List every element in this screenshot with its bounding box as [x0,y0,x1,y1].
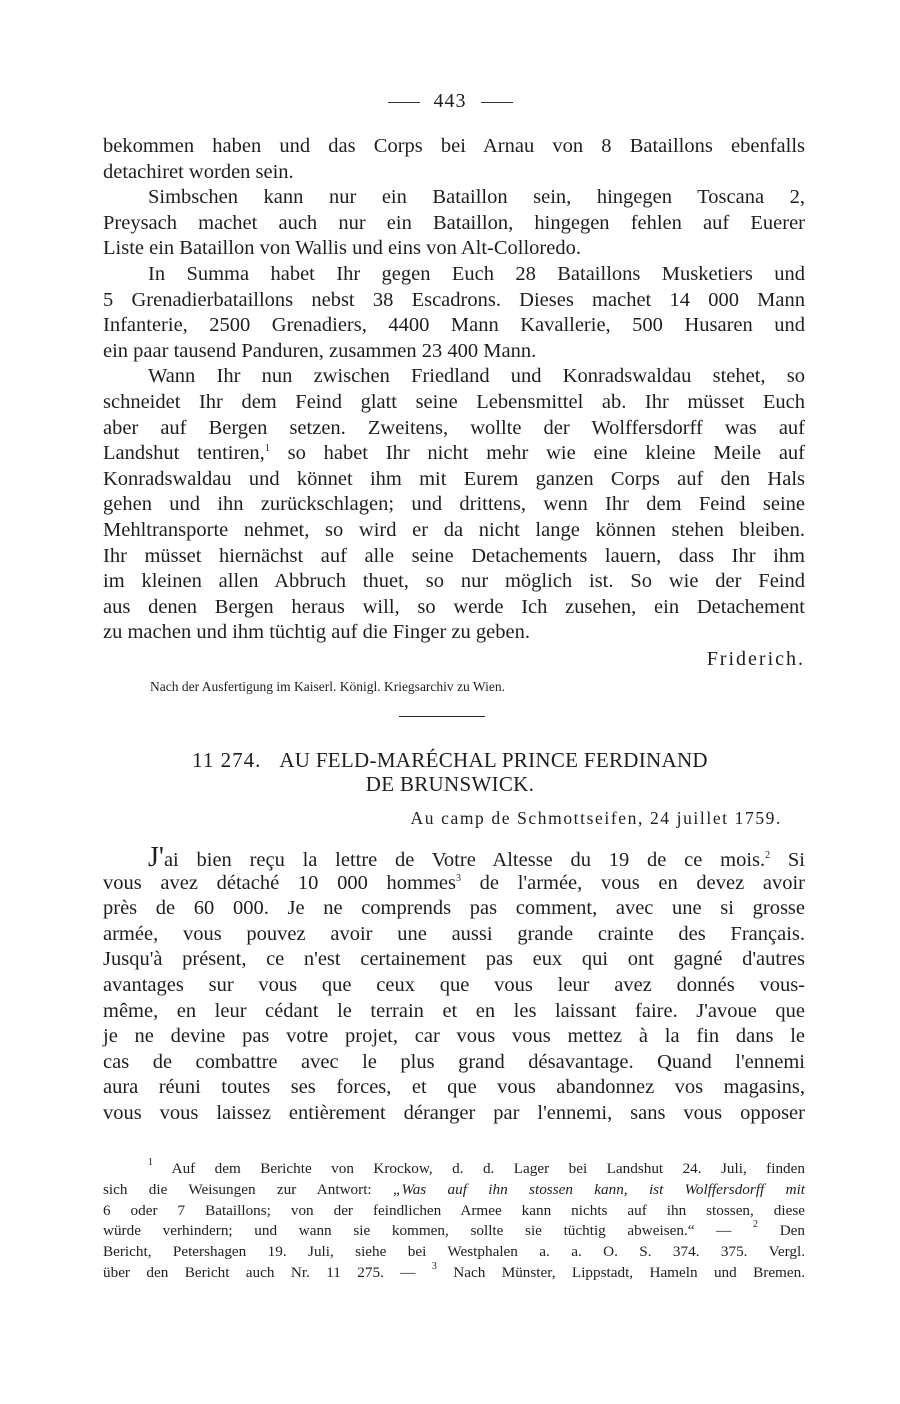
french-letter-body [103,842,805,1127]
page-number-left-dash [388,102,420,103]
text-line: je ne devine pas votre projet, car vous vous mettez à la fin dans le [103,1025,805,1048]
text-line: même, en leur cédant le terrain et en les laissant faire. J'avoue que [103,999,805,1022]
text-segment: „Was auf ihn stossen kann, ist Wolffersdorff mit [393,1180,806,1198]
letter-heading [0,748,900,796]
text-line: avantages sur vous que ceux que vous leur avez donnés vous- [103,973,805,996]
footnote-marker: 1 [264,443,270,455]
text-line: 5 Grenadierbataillons nebst 38 Escadrons. Dieses machet 14 000 Mann [103,288,805,311]
footnote-line: 6 oder 7 Bataillons; von der feindlichen Armee kann nichts auf ihn stossen, diese [103,1201,805,1219]
text-line: aber auf Bergen setzen. Zweitens, wollte der Wolffersdorff was auf [103,416,805,439]
text-line: aus denen Bergen heraus will, so werde Ich zusehen, ein Detachement [103,595,805,618]
text-segment: über den Bericht auch Nr. 11 275. — [103,1263,416,1281]
footnote-number: 3 [431,1260,437,1272]
text-segment: sich die Weisungen zur Antwort: [103,1180,372,1198]
text-segment: so habet Ihr nicht mehr wie eine kleine Meile auf [287,442,806,465]
footnote-number: 1 [148,1157,153,1168]
text-line: Jusqu'à présent, ce n'est certainement pas eux qui ont gagné d'autres [103,948,805,971]
footnotes [103,1159,805,1284]
text-line: armée, vous pouvez avoir une aussi grande crainte des Français. [103,922,805,945]
dateline: Au camp de Schmottseifen, 24 juillet 1759. [410,808,782,828]
page-number-right-dash [481,102,513,103]
text-line: zu machen und ihm tüchtig auf die Finger zu geben. [103,621,530,644]
footnote-line [103,1180,805,1201]
source-note: Nach der Ausfertigung im Kaiserl. Königl. Kriegsarchiv zu Wien. [150,679,505,694]
text-line: vous vous laissez entièrement déranger par l'ennemi, sans vous opposer [103,1101,805,1124]
footnote-line [103,1159,805,1180]
text-line: In Summa habet Ihr gegen Euch 28 Bataillons Musketiers und [148,262,805,285]
signature: Friderich. [706,648,805,670]
text-line: Konradswaldau und könnet ihm mit Eurem ganzen Corps auf den Hals [103,467,805,490]
text-line: ein paar tausend Panduren, zusammen 23 400 Mann. [103,339,537,362]
section-divider [399,716,485,717]
text-segment: vous avez détaché 10 000 hommes [103,871,456,894]
text-line: schneidet Ihr dem Feind glatt seine Lebensmittel ab. Ihr müsset Euch [103,390,805,413]
text-line: Simbschen kann nur ein Bataillon sein, hingegen Toscana 2, [148,186,805,209]
text-line: gehen und ihn zurückschlagen; und drittens, wenn Ihr dem Feind seine [103,493,805,516]
text-segment: Auf dem Berichte von Krockow, d. d. Lager bei Landshut 24. Juli, finden [171,1160,805,1177]
page-number-text: 443 [433,90,467,112]
footnote-marker: 2 [765,850,771,861]
text-segment: J'ai bien reçu la lettre de Votre Altesse du 19 de ce mois. [148,842,766,873]
text-line: bekommen haben und das Corps bei Arnau von 8 Bataillons ebenfalls [103,135,805,157]
footnote-number: 2 [753,1219,759,1231]
text-line: Liste ein Bataillon von Wallis und eins von Alt-Colloredo. [103,237,581,260]
text-line-with-footnote [103,842,805,873]
footnote-marker: 3 [455,872,461,884]
text-line: Infanterie, 2500 Grenadiers, 4400 Mann Kavallerie, 500 Husaren und [103,314,805,337]
text-segment: würde verhindern; und wann sie kommen, sollte sie tüchtig abweisen.“ — [103,1222,732,1240]
text-line: Mehltransporte nehmet, so wird er da nicht lange können stehen bleiben. [103,518,805,541]
text-line-with-footnote [103,871,805,897]
footnote-line: Bericht, Petershagen 19. Juli, siehe bei Westphalen a. a. O. S. 374. 375. Vergl. [103,1243,805,1261]
text-line: aura réuni toutes ses forces, et que vous abandonnez vos magasins, [103,1076,805,1099]
text-line: Preysach machet auch nur ein Bataillon, hingegen fehlen auf Euerer [103,211,805,234]
text-segment: de l'armée, vous en devez avoir [479,871,805,894]
text-line-with-footnote [103,441,805,467]
text-line: près de 60 000. Je ne comprends pas comment, avec une si grosse [103,897,805,920]
heading-line-2: DE BRUNSWICK. [365,772,535,796]
text-line: Wann Ihr nun zwischen Friedland und Konradswaldau stehet, so [148,365,805,388]
footnote-line [103,1221,805,1242]
text-segment: Den [779,1222,805,1240]
text-line: Ihr müsset hiernächst auf alle seine Detachements lauern, dass Ihr ihm [103,544,805,567]
text-line: detachiret worden sein. [103,160,294,183]
text-line: cas de combattre avec le plus grand désavantage. Quand l'ennemi [103,1050,805,1073]
german-letter-body [103,134,805,646]
text-segment: Landshut tentiren, [103,442,265,465]
text-line: im kleinen allen Abbruch thuet, so nur möglich ist. So wie der Feind [103,570,805,593]
text-segment: Si [787,849,805,871]
page-number [0,90,900,113]
text-segment: Nach Münster, Lippstadt, Hameln und Bremen. [453,1263,806,1281]
footnote-line [103,1260,806,1284]
letter-number: 11 274. [192,748,262,772]
heading-line-1: AU FELD-MARÉCHAL PRINCE FERDINAND [279,748,708,772]
